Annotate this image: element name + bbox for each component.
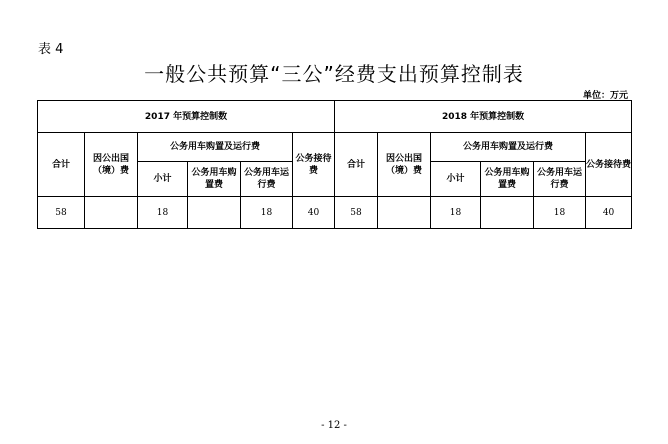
cell-reception-2017: 40 <box>293 197 335 229</box>
header-abroad-2018: 因公出国（境）费 <box>378 133 431 197</box>
section-header-2017: 2017 年预算控制数 <box>38 101 335 133</box>
cell-subtotal-2017: 18 <box>138 197 188 229</box>
page-number: - 12 - <box>321 420 347 431</box>
unit-label: 单位：万元 <box>582 91 628 101</box>
section-header-2018: 2018 年预算控制数 <box>335 101 632 133</box>
page-title: 一般公共预算“三公”经费支出预算控制表 <box>144 62 524 86</box>
cell-abroad-2017 <box>85 197 138 229</box>
table-label: 表 4 <box>38 42 64 57</box>
header-total-2018: 合计 <box>335 133 378 197</box>
header-reception-2017: 公务接待费 <box>293 133 335 197</box>
header-operation-2018: 公务用车运行费 <box>534 162 586 197</box>
header-subtotal-2017: 小计 <box>138 162 188 197</box>
cell-total-2018: 58 <box>335 197 378 229</box>
cell-abroad-2018 <box>378 197 431 229</box>
header-subtotal-2018: 小计 <box>431 162 481 197</box>
header-vehicle-2018: 公务用车购置及运行费 <box>431 133 586 162</box>
header-operation-2017: 公务用车运行费 <box>241 162 293 197</box>
table-row <box>38 197 632 229</box>
cell-purchase-2017 <box>188 197 241 229</box>
header-abroad-2017: 因公出国（境）费 <box>85 133 138 197</box>
cell-reception-2018: 40 <box>586 197 632 229</box>
cell-subtotal-2018: 18 <box>431 197 481 229</box>
table-row <box>38 133 632 162</box>
cell-total-2017: 58 <box>38 197 85 229</box>
header-reception-2018: 公务接待费 <box>586 133 632 197</box>
cell-operation-2017: 18 <box>241 197 293 229</box>
header-total-2017: 合计 <box>38 133 85 197</box>
header-purchase-2017: 公务用车购置费 <box>188 162 241 197</box>
cell-purchase-2018 <box>481 197 534 229</box>
header-vehicle-2017: 公务用车购置及运行费 <box>138 133 293 162</box>
cell-operation-2018: 18 <box>534 197 586 229</box>
budget-table <box>37 100 632 229</box>
table-row <box>38 101 632 133</box>
header-purchase-2018: 公务用车购置费 <box>481 162 534 197</box>
